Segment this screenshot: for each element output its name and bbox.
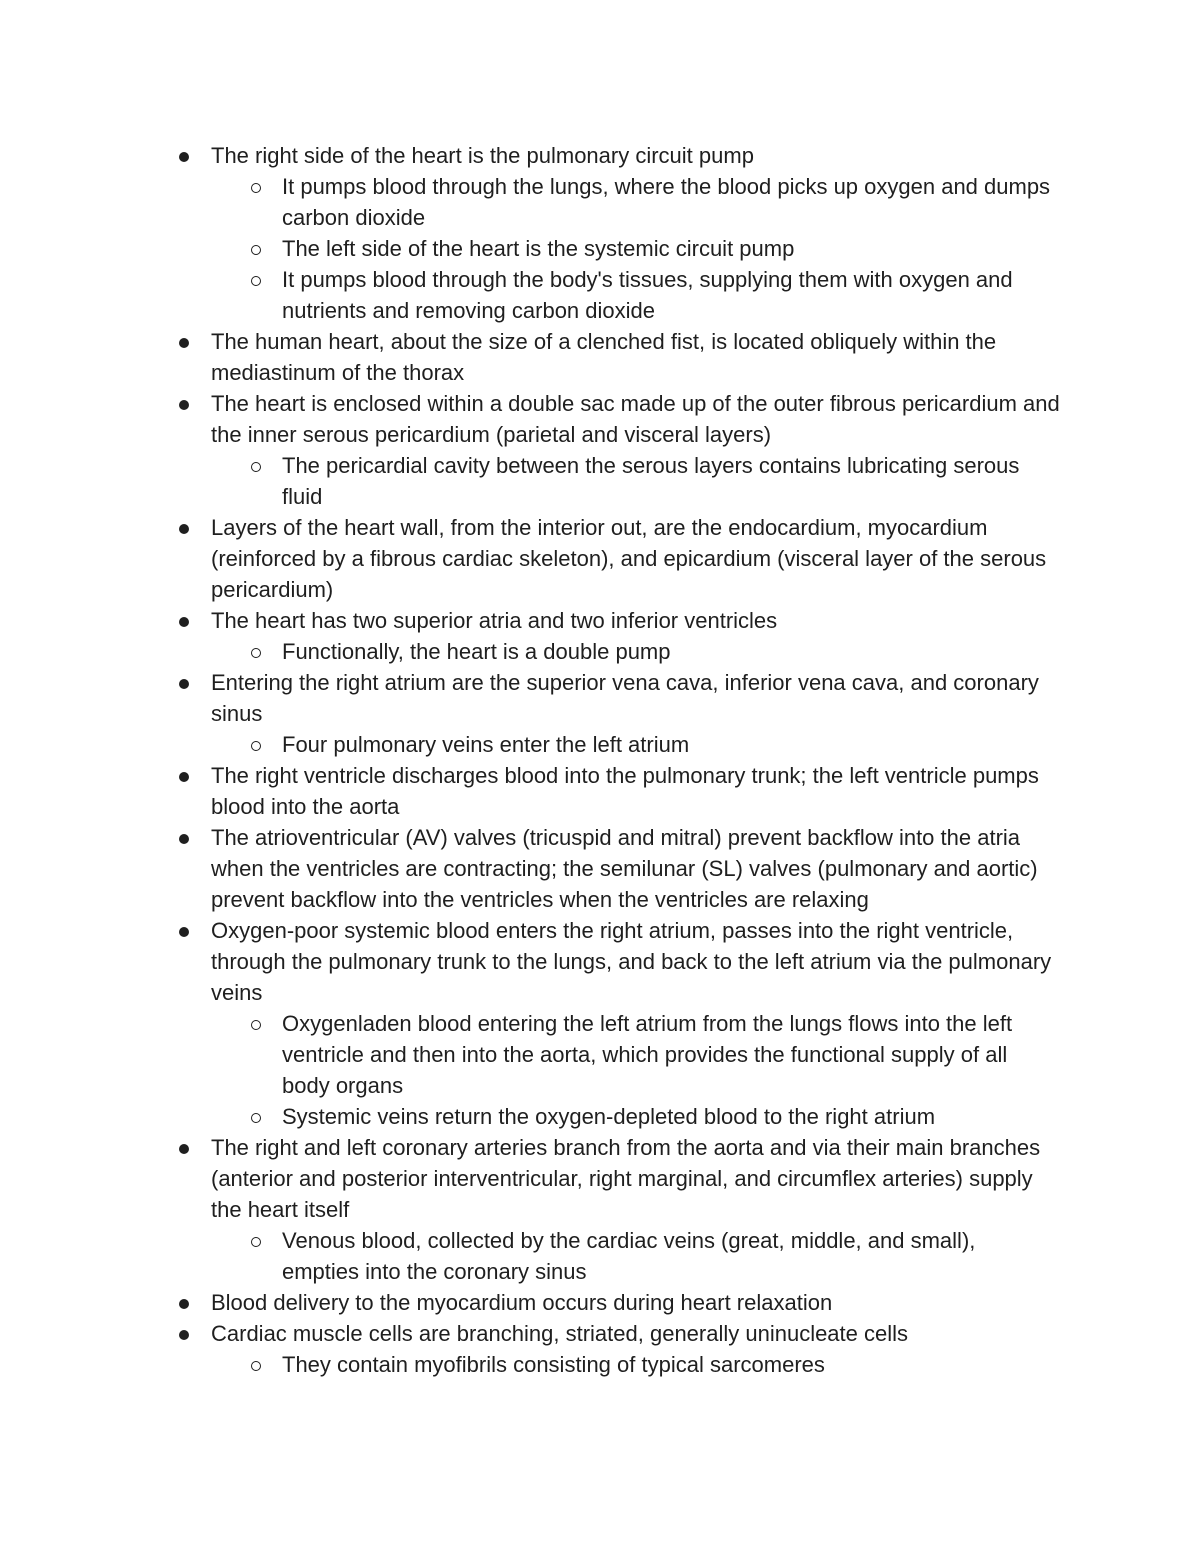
bullet-item [0,1318,1061,1349]
bullet-text: They contain myofibrils consisting of typical sarcomeres [282,1352,825,1377]
hollow-bullet-icon [251,276,261,286]
bullet-text: Entering the right atrium are the superior vena cava, inferior vena cava, and coronary sinus [211,670,1039,726]
bullet-text: It pumps blood through the lungs, where the blood picks up oxygen and dumps carbon dioxide [282,174,1051,230]
bullet-text: The human heart, about the size of a clenched fist, is located obliquely within the mediastinum of the thorax [211,329,997,385]
hollow-bullet-icon [251,741,261,751]
bullet-text: The heart is enclosed within a double sac made up of the outer fibrous pericardium and the inner serous pericardium (parietal and visceral layers) [211,391,1060,447]
sub-bullet-item [0,233,1057,264]
bullet-item [0,915,1061,1008]
filled-bullet-icon [179,338,189,348]
filled-bullet-icon [179,400,189,410]
filled-bullet-icon [179,772,189,782]
filled-bullet-icon [179,152,189,162]
bullet-text: Cardiac muscle cells are branching, striated, generally uninucleate cells [211,1321,909,1346]
bullet-text: The right side of the heart is the pulmonary circuit pump [211,143,754,168]
hollow-bullet-icon [251,1020,261,1030]
hollow-bullet-icon [251,1361,261,1371]
bullet-item [0,388,1061,450]
bullet-text: Four pulmonary veins enter the left atrium [282,732,690,757]
hollow-bullet-icon [251,1237,261,1247]
sub-bullet-item [0,636,1057,667]
bullet-text: Oxygenladen blood entering the left atrium from the lungs flows into the left ventricle and then into the aorta, which provides the functional supply of all body organs [282,1011,1013,1098]
bullet-text: Blood delivery to the myocardium occurs during heart relaxation [211,1290,833,1315]
bullet-text: The pericardial cavity between the serous layers contains lubricating serous fluid [282,453,1020,509]
sub-bullet-item [0,1225,1057,1287]
hollow-bullet-icon [251,245,261,255]
notes-list [0,140,1200,1380]
bullet-item [0,1132,1061,1225]
bullet-item [0,512,1061,605]
hollow-bullet-icon [251,183,261,193]
hollow-bullet-icon [251,648,261,658]
bullet-text: It pumps blood through the body's tissues, supplying them with oxygen and nutrients and removing carbon dioxide [282,267,1013,323]
sub-bullet-item [0,450,1057,512]
filled-bullet-icon [179,834,189,844]
sub-bullet-item [0,729,1057,760]
bullet-item [0,1287,1061,1318]
bullet-item [0,760,1061,822]
bullet-text: The atrioventricular (AV) valves (tricuspid and mitral) prevent backflow into the atria when the ventricles are contracting; the semilunar (SL) valves (pulmonary and aortic) prevent backflow into the ventricles when the ventricles are relaxing [211,825,1038,912]
bullet-item [0,605,1061,636]
bullet-item [0,140,1061,171]
filled-bullet-icon [179,617,189,627]
sub-bullet-item [0,171,1057,233]
filled-bullet-icon [179,927,189,937]
bullet-item [0,667,1061,729]
sub-bullet-item [0,1101,1057,1132]
filled-bullet-icon [179,1144,189,1154]
filled-bullet-icon [179,524,189,534]
bullet-item [0,326,1061,388]
sub-bullet-item [0,1349,1057,1380]
bullet-text: Venous blood, collected by the cardiac veins (great, middle, and small), empties into the coronary sinus [282,1228,976,1284]
bullet-item [0,822,1061,915]
bullet-text: The right ventricle discharges blood into the pulmonary trunk; the left ventricle pumps blood into the aorta [211,763,1039,819]
filled-bullet-icon [179,1299,189,1309]
bullet-text: Layers of the heart wall, from the interior out, are the endocardium, myocardium (reinforced by a fibrous cardiac skeleton), and epicardium (visceral layer of the serous pericardium) [211,515,1047,602]
sub-bullet-item [0,1008,1057,1101]
bullet-text: Oxygen-poor systemic blood enters the right atrium, passes into the right ventricle, through the pulmonary trunk to the lungs, and back to the left atrium via the pulmonary veins [211,918,1052,1005]
bullet-text: Systemic veins return the oxygen-depleted blood to the right atrium [282,1104,936,1129]
bullet-text: The heart has two superior atria and two inferior ventricles [211,608,778,633]
bullet-text: Functionally, the heart is a double pump [282,639,671,664]
filled-bullet-icon [179,1330,189,1340]
bullet-text: The left side of the heart is the systemic circuit pump [282,236,795,261]
hollow-bullet-icon [251,462,261,472]
filled-bullet-icon [179,679,189,689]
hollow-bullet-icon [251,1113,261,1123]
sub-bullet-item [0,264,1057,326]
bullet-text: The right and left coronary arteries branch from the aorta and via their main branches (anterior and posterior interventricular, right marginal, and circumflex arteries) supply the heart itself [211,1135,1041,1222]
